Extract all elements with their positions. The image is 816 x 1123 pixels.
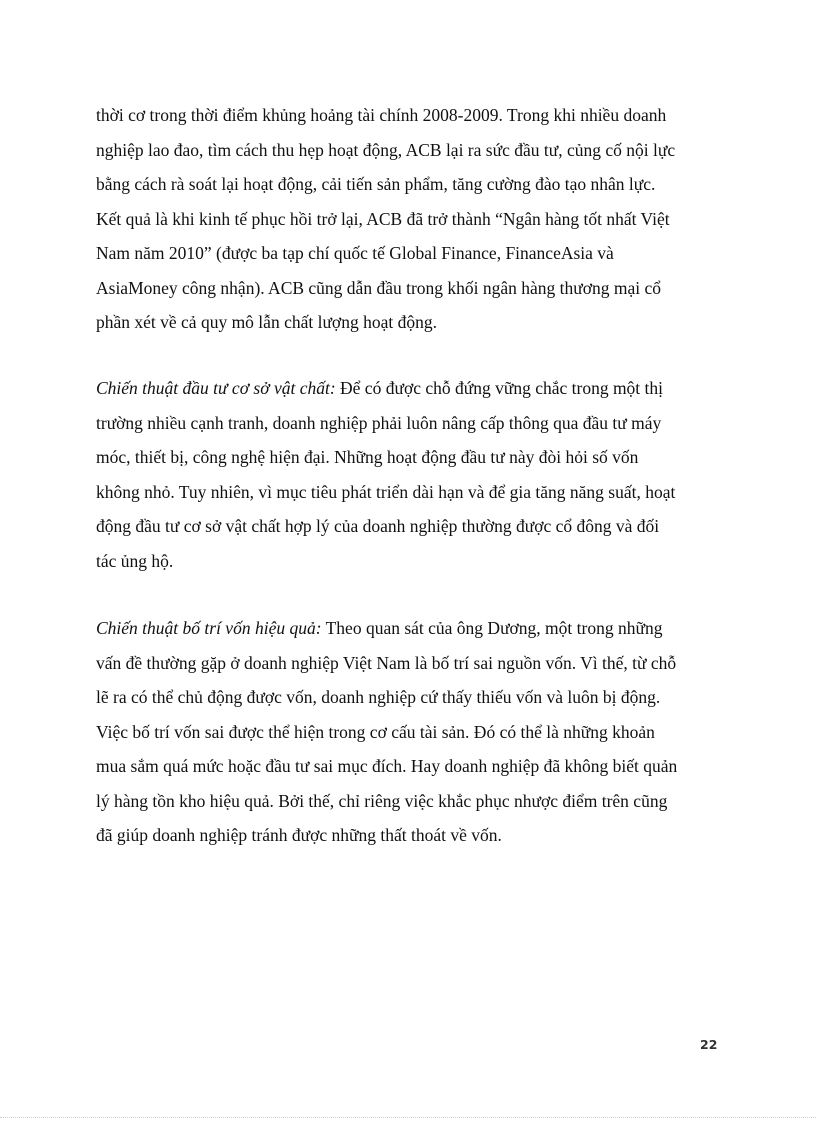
text-line: không nhỏ. Tuy nhiên, vì mục tiêu phát triển dài hạn và để gia tăng năng suất, hoạt — [96, 481, 676, 502]
page-number: 22 — [700, 1037, 718, 1052]
text-line: động đầu tư cơ sở vật chất hợp lý của doanh nghiệp thường được cổ đông và đối — [96, 516, 660, 536]
paragraph-acb-crisis-investment — [96, 98, 706, 340]
text-line: vấn đề thường gặp ở doanh nghiệp Việt Nam là bố trí sai nguồn vốn. Vì thế, từ chỗ — [96, 652, 677, 673]
page-bottom-divider — [0, 1117, 816, 1118]
text-line: tác ủng hộ. — [96, 550, 174, 571]
text-line: mua sắm quá mức hoặc đầu tư sai mục đích. Hay doanh nghiệp đã không biết quản — [96, 756, 678, 776]
text-line: bằng cách rà soát lại hoạt động, cải tiến sản phẩm, tăng cường đào tạo nhân lực. — [96, 174, 656, 194]
text-run: Theo quan sát của ông Dương, một trong những — [321, 618, 663, 638]
text-line — [96, 371, 706, 406]
text-line: Kết quả là khi kinh tế phục hồi trở lại, ACB đã trở thành “Ngân hàng tốt nhất Việt — [96, 208, 670, 229]
paragraph-heading: Chiến thuật đầu tư cơ sở vật chất: — [96, 378, 336, 398]
paragraph-heading: Chiến thuật bố trí vốn hiệu quả: — [96, 618, 322, 638]
paragraph-infrastructure-strategy — [96, 371, 706, 578]
text-line: phần xét về cả quy mô lẫn chất lượng hoạt động. — [96, 312, 437, 332]
text-line: thời cơ trong thời điểm khủng hoảng tài chính 2008-2009. Trong khi nhiều doanh — [96, 105, 667, 125]
text-line: móc, thiết bị, công nghệ hiện đại. Những hoạt động đầu tư này đòi hỏi số vốn — [96, 447, 639, 467]
text-line: trường nhiều cạnh tranh, doanh nghiệp phải luôn nâng cấp thông qua đầu tư máy — [96, 412, 662, 433]
paragraph-capital-allocation-strategy — [96, 611, 706, 853]
text-line: nghiệp lao đao, tìm cách thu hẹp hoạt động, ACB lại ra sức đầu tư, củng cố nội lực — [96, 139, 676, 160]
text-line — [96, 611, 706, 646]
text-line: lẽ ra có thể chủ động được vốn, doanh nghiệp cứ thấy thiếu vốn và luôn bị động. — [96, 687, 661, 707]
text-line: AsiaMoney công nhận). ACB cũng dẫn đầu trong khối ngân hàng thương mại cổ — [96, 277, 662, 298]
text-line: Nam năm 2010” (được ba tạp chí quốc tế Global Finance, FinanceAsia và — [96, 243, 614, 263]
text-line: đã giúp doanh nghiệp tránh được những thất thoát về vốn. — [96, 825, 502, 845]
text-run: Để có được chỗ đứng vững chắc trong một thị — [335, 378, 664, 398]
text-line: lý hàng tồn kho hiệu quả. Bởi thế, chỉ riêng việc khắc phục nhược điểm trên cũng — [96, 790, 668, 811]
text-line: Việc bố trí vốn sai được thể hiện trong cơ cấu tài sản. Đó có thể là những khoản — [96, 721, 655, 742]
